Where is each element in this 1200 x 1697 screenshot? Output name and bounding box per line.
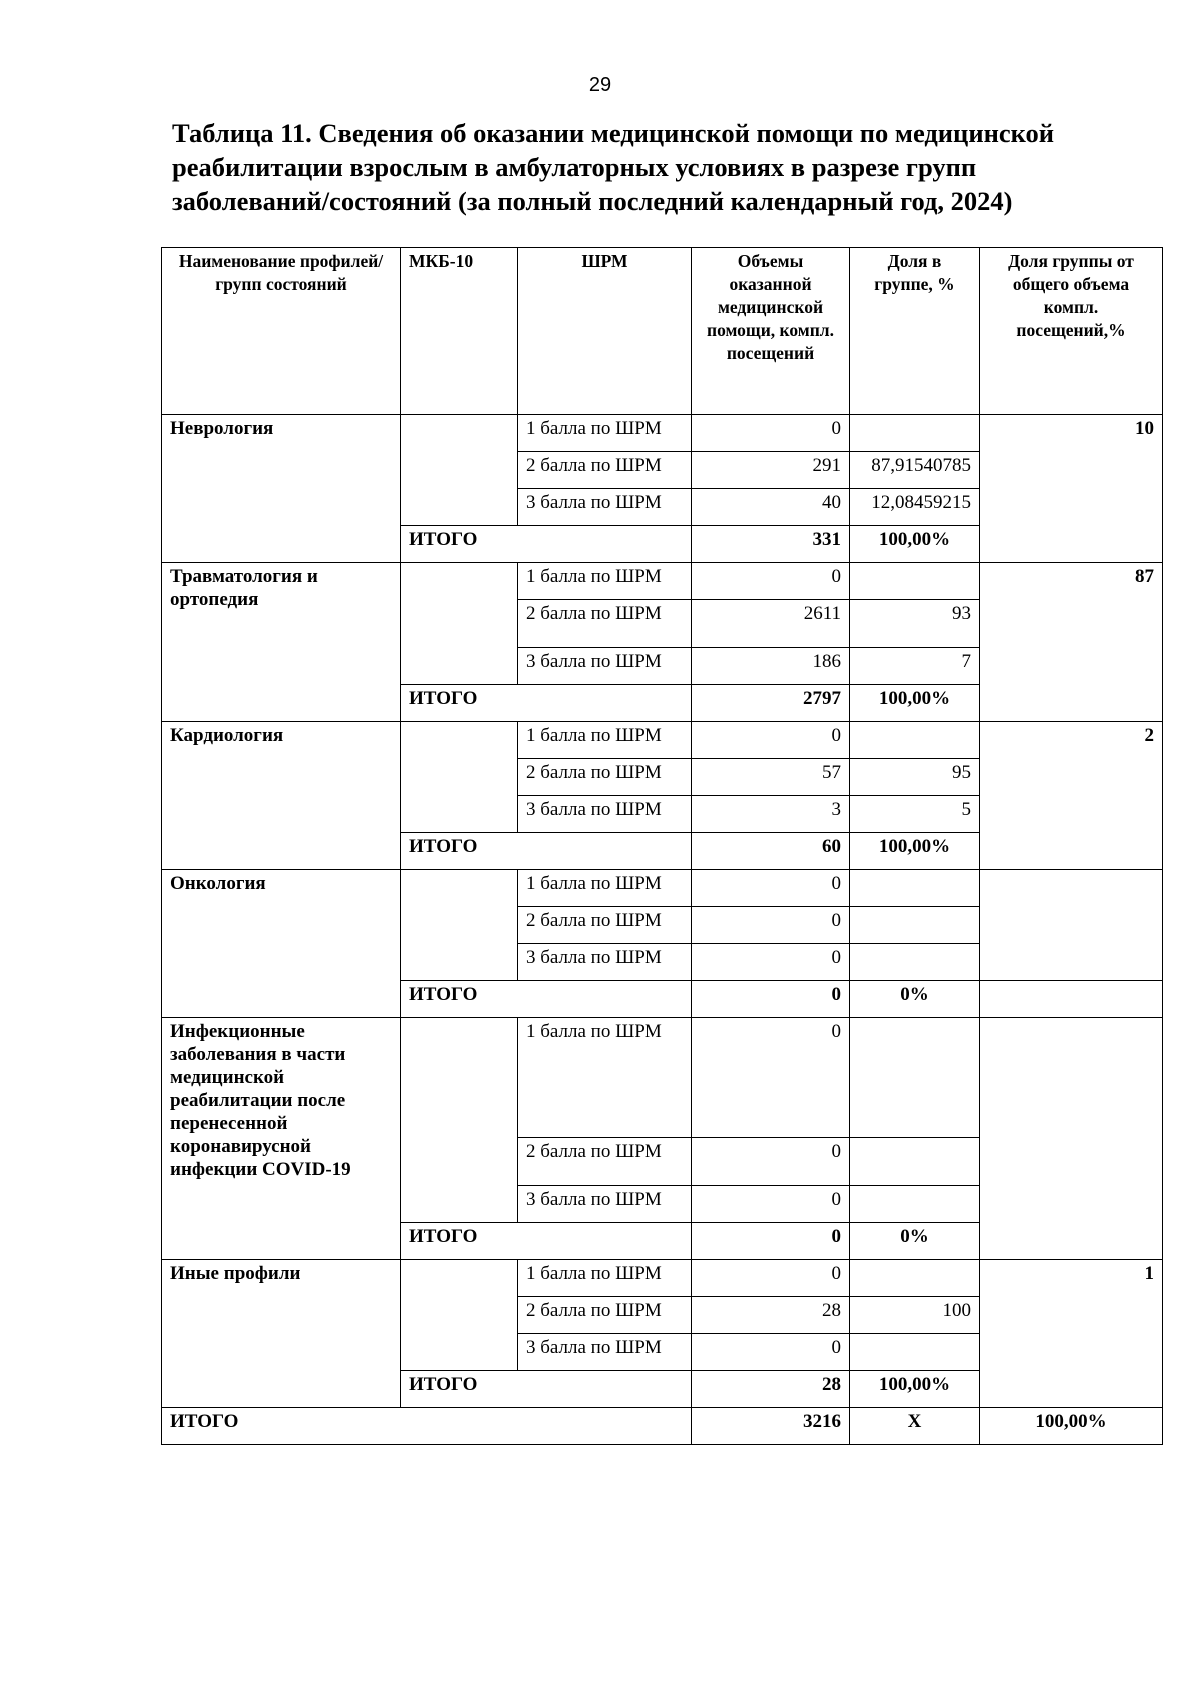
total-share: 100,00% <box>850 833 980 870</box>
shrm-cell: 2 балла по ШРМ <box>518 907 692 944</box>
volume-cell: 0 <box>692 870 850 907</box>
table-row <box>162 1018 1163 1138</box>
share-cell: 100 <box>850 1297 980 1334</box>
shrm-cell: 1 балла по ШРМ <box>518 1260 692 1297</box>
share-cell: 93 <box>850 600 980 648</box>
grand-total-volume: 3216 <box>692 1408 850 1445</box>
header-name: Наименование профилей/групп состояний <box>162 248 401 415</box>
total-share: 0% <box>850 981 980 1018</box>
share-cell <box>850 1334 980 1371</box>
header-group-share: Доля группы от общего объема компл. посещений,% <box>980 248 1163 415</box>
share-cell <box>850 907 980 944</box>
group-share-cell <box>980 870 1163 981</box>
total-label: ИТОГО <box>401 685 692 722</box>
total-label: ИТОГО <box>401 1223 692 1260</box>
group-share-cell <box>980 1018 1163 1260</box>
share-cell <box>850 563 980 600</box>
mkb-cell <box>401 722 518 833</box>
volume-cell: 0 <box>692 1018 850 1138</box>
profile-name: Неврология <box>162 415 401 563</box>
shrm-cell: 3 балла по ШРМ <box>518 944 692 981</box>
mkb-cell <box>401 1018 518 1223</box>
total-share: 100,00% <box>850 526 980 563</box>
group-share-cell: 2 <box>980 722 1163 870</box>
share-cell <box>850 1186 980 1223</box>
share-cell <box>850 1138 980 1186</box>
share-cell <box>850 944 980 981</box>
total-volume: 60 <box>692 833 850 870</box>
share-cell <box>850 1018 980 1138</box>
share-cell <box>850 1260 980 1297</box>
volume-cell: 3 <box>692 796 850 833</box>
table-row <box>162 1260 1163 1297</box>
group-share-cell <box>980 981 1163 1018</box>
shrm-cell: 3 балла по ШРМ <box>518 796 692 833</box>
volume-cell: 0 <box>692 415 850 452</box>
table-row <box>162 722 1163 759</box>
volume-cell: 0 <box>692 907 850 944</box>
report-table <box>161 247 1163 1445</box>
total-label: ИТОГО <box>401 833 692 870</box>
header-share: Доля в группе, % <box>850 248 980 415</box>
total-volume: 28 <box>692 1371 850 1408</box>
total-volume: 0 <box>692 981 850 1018</box>
volume-cell: 186 <box>692 648 850 685</box>
profile-name: Иные профили <box>162 1260 401 1408</box>
total-share: 0% <box>850 1223 980 1260</box>
volume-cell: 0 <box>692 1260 850 1297</box>
shrm-cell: 3 балла по ШРМ <box>518 648 692 685</box>
volume-cell: 0 <box>692 1138 850 1186</box>
shrm-cell: 1 балла по ШРМ <box>518 722 692 759</box>
total-share: 100,00% <box>850 685 980 722</box>
share-cell <box>850 722 980 759</box>
volume-cell: 0 <box>692 1334 850 1371</box>
shrm-cell: 2 балла по ШРМ <box>518 600 692 648</box>
shrm-cell: 1 балла по ШРМ <box>518 870 692 907</box>
share-cell <box>850 415 980 452</box>
group-share-cell: 10 <box>980 415 1163 563</box>
shrm-cell: 3 балла по ШРМ <box>518 1186 692 1223</box>
shrm-cell: 2 балла по ШРМ <box>518 1297 692 1334</box>
profile-name: Онкология <box>162 870 401 1018</box>
profile-name: Инфекционные заболевания в части медицинской реабилитации после перенесенной коронавирусной инфекции COVID-19 <box>162 1018 401 1260</box>
shrm-cell: 2 балла по ШРМ <box>518 759 692 796</box>
grand-total-group-share: 100,00% <box>980 1408 1163 1445</box>
grand-total-label: ИТОГО <box>162 1408 692 1445</box>
table-row <box>162 415 1163 452</box>
mkb-cell <box>401 563 518 685</box>
table-title: Таблица 11. Сведения об оказании медицинской помощи по медицинской реабилитации взрослым в амбулаторных условиях в разрезе групп заболеваний/состояний (за полный последний календарный год, 2024) <box>172 118 1055 216</box>
shrm-cell: 1 балла по ШРМ <box>518 1018 692 1138</box>
share-cell <box>850 870 980 907</box>
volume-cell: 0 <box>692 563 850 600</box>
table-row <box>162 563 1163 600</box>
total-label: ИТОГО <box>401 1371 692 1408</box>
mkb-cell <box>401 1260 518 1371</box>
volume-cell: 291 <box>692 452 850 489</box>
shrm-cell: 3 балла по ШРМ <box>518 489 692 526</box>
total-label: ИТОГО <box>401 526 692 563</box>
share-cell: 95 <box>850 759 980 796</box>
grand-total-share: X <box>850 1408 980 1445</box>
mkb-cell <box>401 870 518 981</box>
group-share-cell: 87 <box>980 563 1163 722</box>
header-mkb: МКБ-10 <box>401 248 518 415</box>
grand-total-row <box>162 1408 1163 1445</box>
shrm-cell: 2 балла по ШРМ <box>518 1138 692 1186</box>
page-number: 29 <box>588 74 612 96</box>
table-row <box>162 870 1163 907</box>
volume-cell: 2611 <box>692 600 850 648</box>
volume-cell: 57 <box>692 759 850 796</box>
share-cell: 7 <box>850 648 980 685</box>
total-label: ИТОГО <box>401 981 692 1018</box>
total-volume: 2797 <box>692 685 850 722</box>
profile-name: Травматология и ортопедия <box>162 563 401 722</box>
share-cell: 12,08459215 <box>850 489 980 526</box>
header-volume: Объемы оказанной медицинской помощи, компл. посещений <box>692 248 850 415</box>
share-cell: 5 <box>850 796 980 833</box>
volume-cell: 0 <box>692 1186 850 1223</box>
volume-cell: 40 <box>692 489 850 526</box>
volume-cell: 0 <box>692 944 850 981</box>
shrm-cell: 1 балла по ШРМ <box>518 415 692 452</box>
shrm-cell: 2 балла по ШРМ <box>518 452 692 489</box>
total-volume: 0 <box>692 1223 850 1260</box>
total-share: 100,00% <box>850 1371 980 1408</box>
total-volume: 331 <box>692 526 850 563</box>
volume-cell: 0 <box>692 722 850 759</box>
mkb-cell <box>401 415 518 526</box>
volume-cell: 28 <box>692 1297 850 1334</box>
shrm-cell: 3 балла по ШРМ <box>518 1334 692 1371</box>
shrm-cell: 1 балла по ШРМ <box>518 563 692 600</box>
group-share-cell: 1 <box>980 1260 1163 1408</box>
header-shrm: ШРМ <box>518 248 692 415</box>
profile-name: Кардиология <box>162 722 401 870</box>
share-cell: 87,91540785 <box>850 452 980 489</box>
header-row <box>162 248 1163 415</box>
